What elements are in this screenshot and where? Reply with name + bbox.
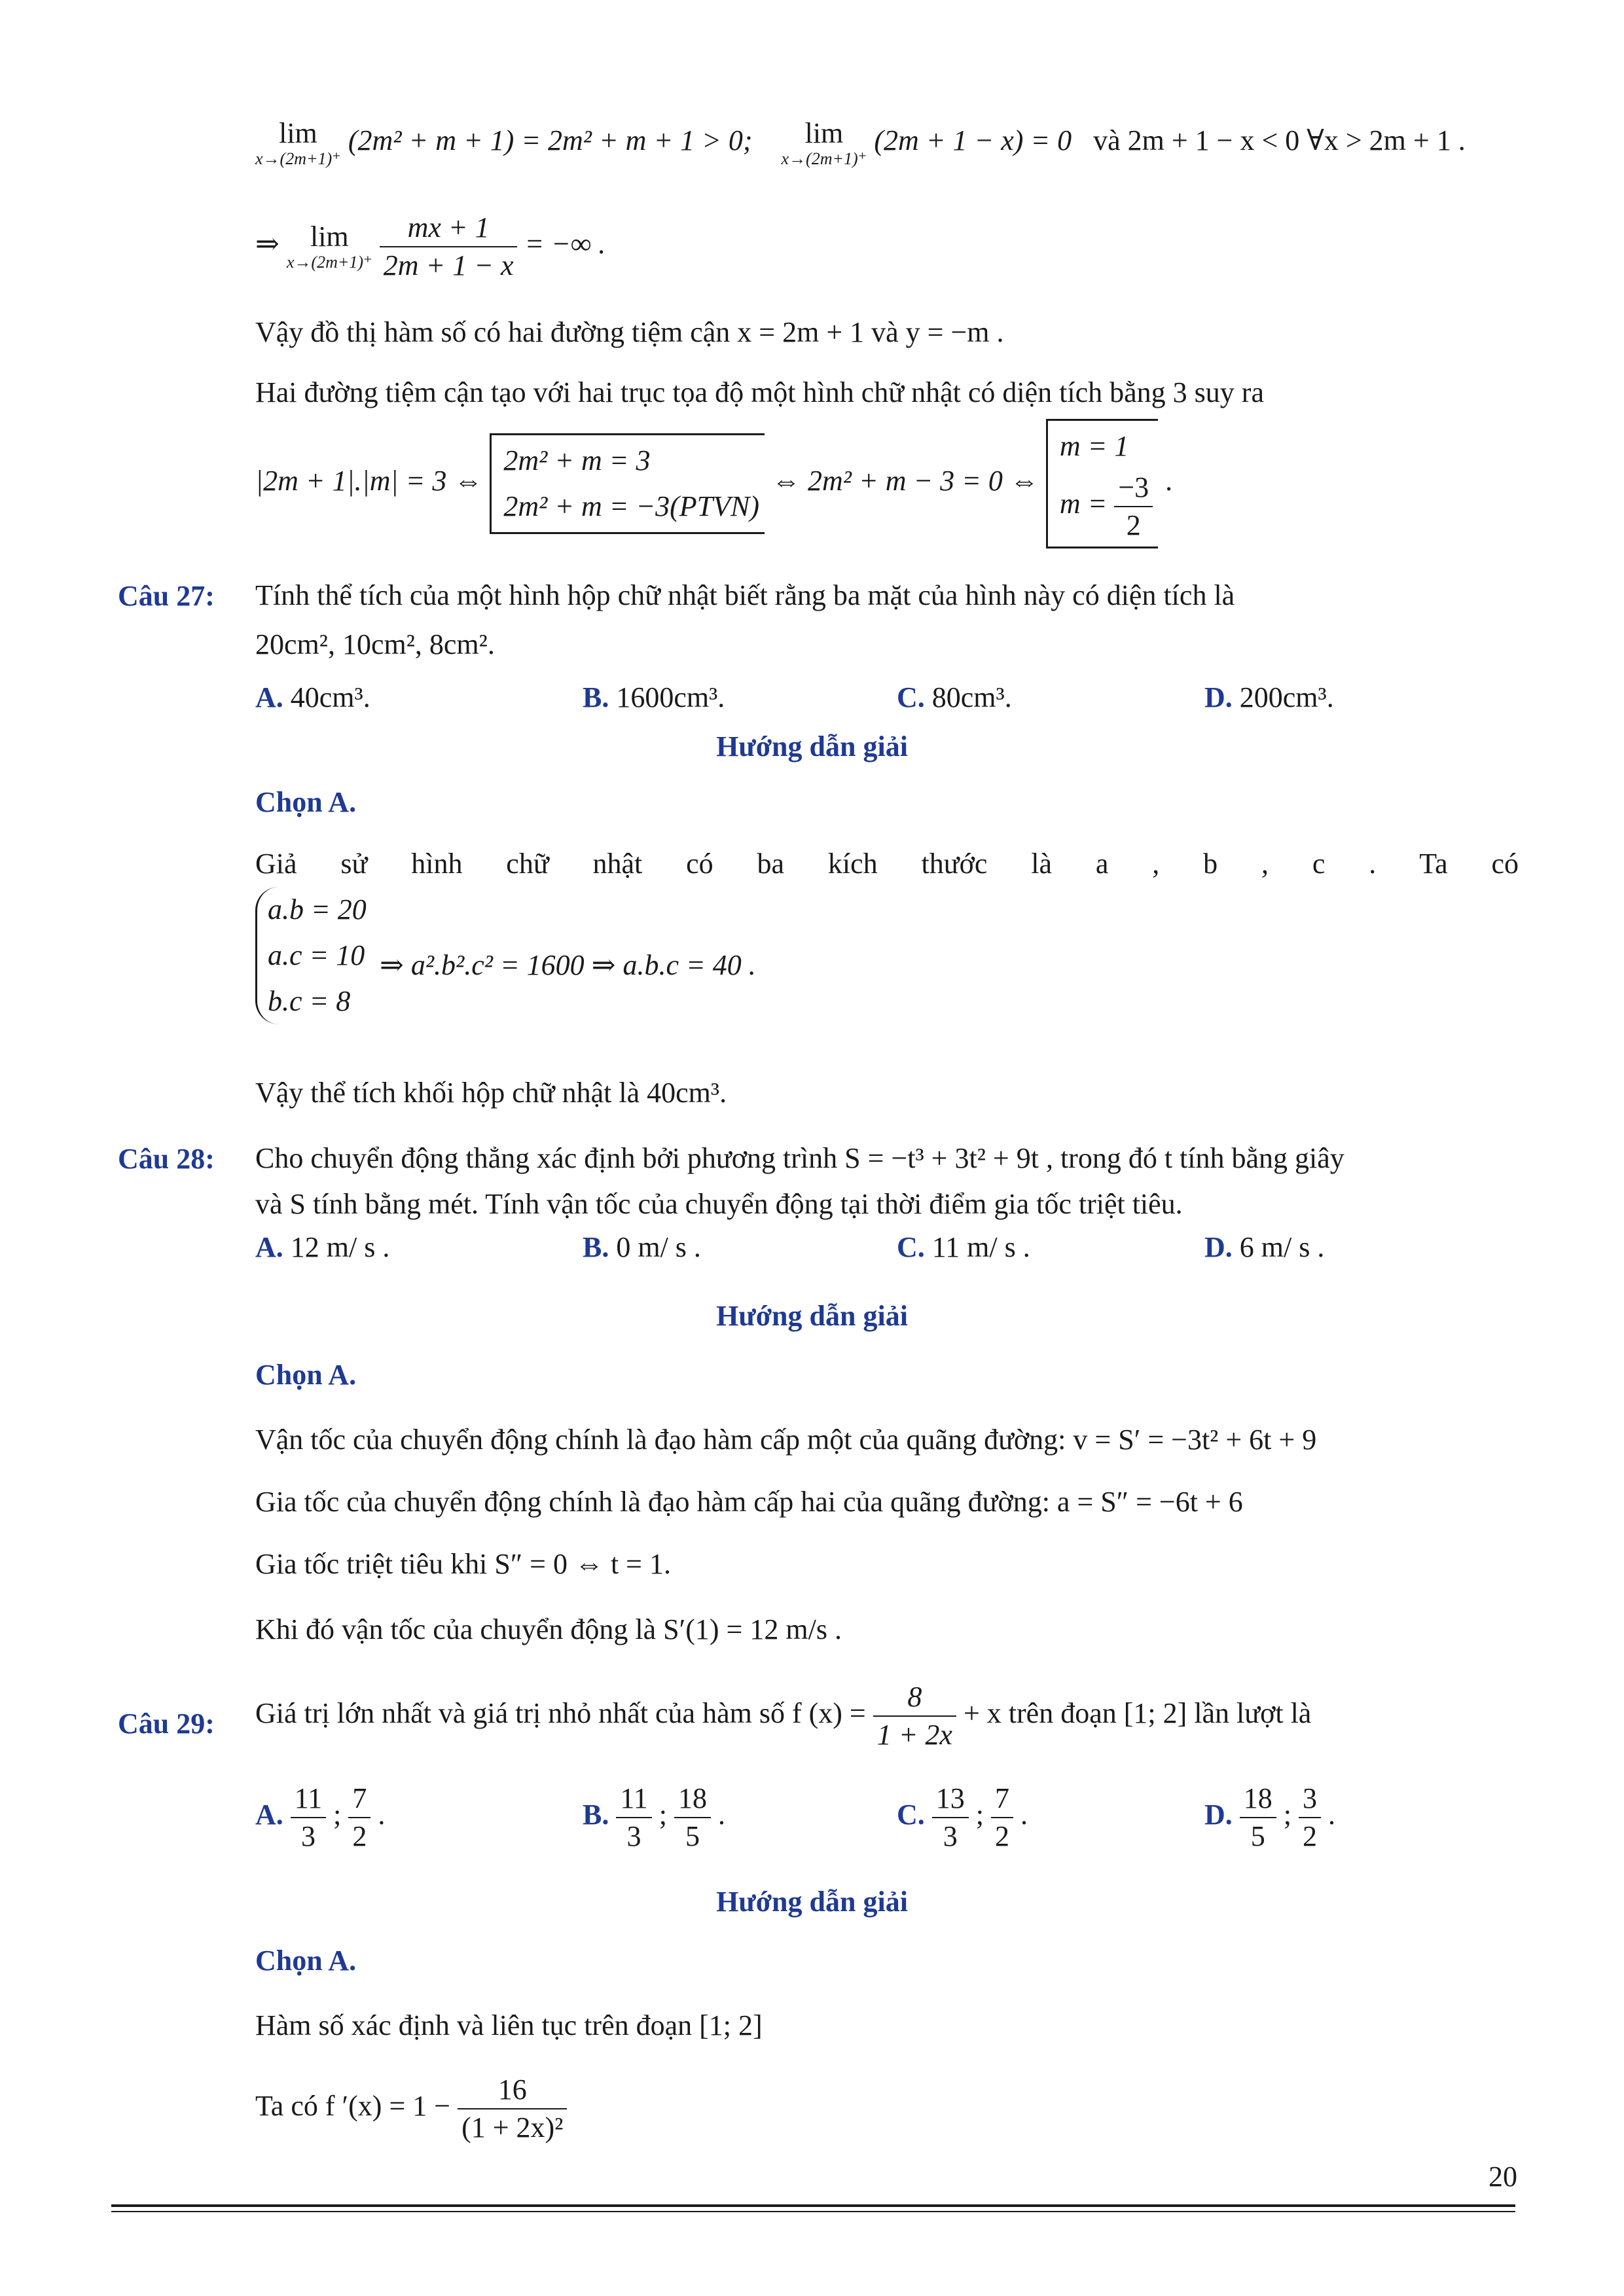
derivative-fraction: $\frac{16}{\text{(1 + 2x)²}}$ bbox=[458, 2072, 567, 2146]
q27-option-a: A. 40cm³. bbox=[255, 681, 370, 713]
q28-solution-1: Vận tốc của chuyển động chính là đạo hàm cấp một của quãng đường: v = S′ = −3t² + 6t + 9 bbox=[255, 1424, 1317, 1456]
rectangle-statement: Hai đường tiệm cận tạo với hai trục tọa độ một hình chữ nhật có diện tích bằng 3 suy ra bbox=[255, 376, 1264, 408]
asymptote-conclusion: Vậy đồ thị hàm số có hai đường tiệm cận x = 2m + 1 và y = −m . bbox=[255, 316, 1004, 348]
q29-function-fraction: $\frac{8}{1 + 2x}$ bbox=[873, 1679, 956, 1753]
q29-answer: Chọn A. bbox=[255, 1945, 357, 1977]
equation-cases: |2m + 1|.|m| = 3 ⇔ 2m² + m = 3 2m² + m = −3(PTVN) ⇔ 2m² + m − 3 = 0 ⇔ m = 1 m = $\frac{-3}{2}$ . bbox=[255, 419, 1172, 548]
q28-solution-4: Khi đó vận tốc của chuyển động là S′(1) = 12 m/s . bbox=[255, 1613, 842, 1645]
question-29-label: Câu 29: bbox=[118, 1708, 215, 1740]
q29-option-c: C. $\frac{13}{3}$ ; $\frac{7}{2}$ . bbox=[897, 1780, 1028, 1855]
q29-option-a: A. $\frac{11}{3}$ ; $\frac{7}{2}$ . bbox=[255, 1780, 385, 1855]
q28-answer: Chọn A. bbox=[255, 1359, 357, 1391]
q29-solution-1: Hàm số xác định và liên tục trên đoạn [1; 2] bbox=[255, 2009, 763, 2041]
q28-solution-2: Gia tốc của chuyển động chính là đạo hàm cấp hai của quãng đường: a = S″ = −6t + 6 bbox=[255, 1486, 1243, 1518]
q28-option-d: D. 6 m/ s . bbox=[1204, 1231, 1325, 1263]
limit-line-1: lim x→(2m+1)⁺ (2m² + m + 1) = 2m² + m + 1 > 0; lim x→(2m+1)⁺ (2m + 1 − x) = 0 và 2m + 1 − x < 0 ∀x > 2m + 1 . bbox=[255, 117, 1466, 168]
q27-system bbox=[255, 887, 367, 1024]
q28-solution-3: Gia tốc triệt tiêu khi S″ = 0 ⇔ t = 1. bbox=[255, 1548, 671, 1580]
q29-solution-2: Ta có f ′(x) = 1 − $\frac{16}{\text{(1 + 2x)²}}$ bbox=[255, 2072, 567, 2146]
case-bracket-1: 2m² + m = 3 2m² + m = −3(PTVN) bbox=[490, 433, 765, 534]
limit-fraction: $\frac{mx + 1}{2m + 1 - x}$ bbox=[380, 209, 518, 284]
q28-guide-heading: Hướng dẫn giải bbox=[716, 1300, 908, 1332]
q28-option-b: B. 0 m/ s . bbox=[583, 1231, 701, 1263]
q28-option-c: C. 11 m/ s . bbox=[897, 1231, 1030, 1263]
q27-system-result: ⇒ a².b².c² = 1600 ⇒ a.b.c = 40 . bbox=[380, 949, 756, 981]
q29-guide-heading: Hướng dẫn giải bbox=[716, 1886, 908, 1918]
question-28-text-2: và S tính bằng mét. Tính vận tốc của chuyển động tại thời điểm gia tốc triệt tiêu. bbox=[255, 1188, 1183, 1220]
q28-option-a: A. 12 m/ s . bbox=[255, 1231, 390, 1263]
q27-conclusion: Vậy thể tích khối hộp chữ nhật là 40cm³. bbox=[255, 1077, 727, 1109]
q27-option-c: C. 80cm³. bbox=[897, 681, 1012, 713]
q27-guide-heading: Hướng dẫn giải bbox=[716, 730, 908, 762]
footer-rule bbox=[111, 2204, 1515, 2207]
question-27-text-2: 20cm², 10cm², 8cm². bbox=[255, 628, 495, 660]
limit-line-2: ⇒ lim x→(2m+1)⁺ $\frac{mx + 1}{2m + 1 - x}$ = −∞ . bbox=[255, 209, 605, 284]
question-28-label: Câu 28: bbox=[118, 1143, 215, 1175]
limit-operator: lim x→(2m+1)⁺ bbox=[286, 221, 372, 272]
footer-rule-thin bbox=[111, 2211, 1515, 2212]
q27-option-d: D. 200cm³. bbox=[1204, 681, 1334, 713]
question-27-label: Câu 27: bbox=[118, 580, 215, 612]
q27-solution-1: Giả sử hình chữ nhật có ba kích thước là a , b , c . Ta có bbox=[255, 848, 1519, 880]
q27-option-b: B. 1600cm³. bbox=[583, 681, 725, 713]
question-28-text: Cho chuyển động thẳng xác định bởi phương trình S = −t³ + 3t² + 9t , trong đó t tính bằng giây bbox=[255, 1142, 1344, 1174]
q27-answer: Chọn A. bbox=[255, 786, 357, 818]
page-number: 20 bbox=[1489, 2161, 1517, 2193]
limit-operator: lim x→(2m+1)⁺ bbox=[255, 117, 341, 168]
q29-option-d: D. $\frac{18}{5}$ ; $\frac{3}{2}$ . bbox=[1204, 1780, 1335, 1855]
system-brace: a.b = 20 a.c = 10 b.c = 8 bbox=[255, 887, 367, 1024]
limit-operator: lim x→(2m+1)⁺ bbox=[781, 117, 867, 168]
question-27-text: Tính thể tích của một hình hộp chữ nhật biết rằng ba mặt của hình này có diện tích là bbox=[255, 579, 1235, 611]
q29-option-b: B. $\frac{11}{3}$ ; $\frac{18}{5}$ . bbox=[583, 1780, 725, 1855]
case-bracket-2: m = 1 m = $\frac{-3}{2}$ bbox=[1046, 419, 1158, 548]
question-29-text: Giá trị lớn nhất và giá trị nhỏ nhất của hàm số f (x) = $\frac{8}{1 + 2x}$ + x trên đoạn [1; 2] lần lượt là bbox=[255, 1679, 1311, 1753]
